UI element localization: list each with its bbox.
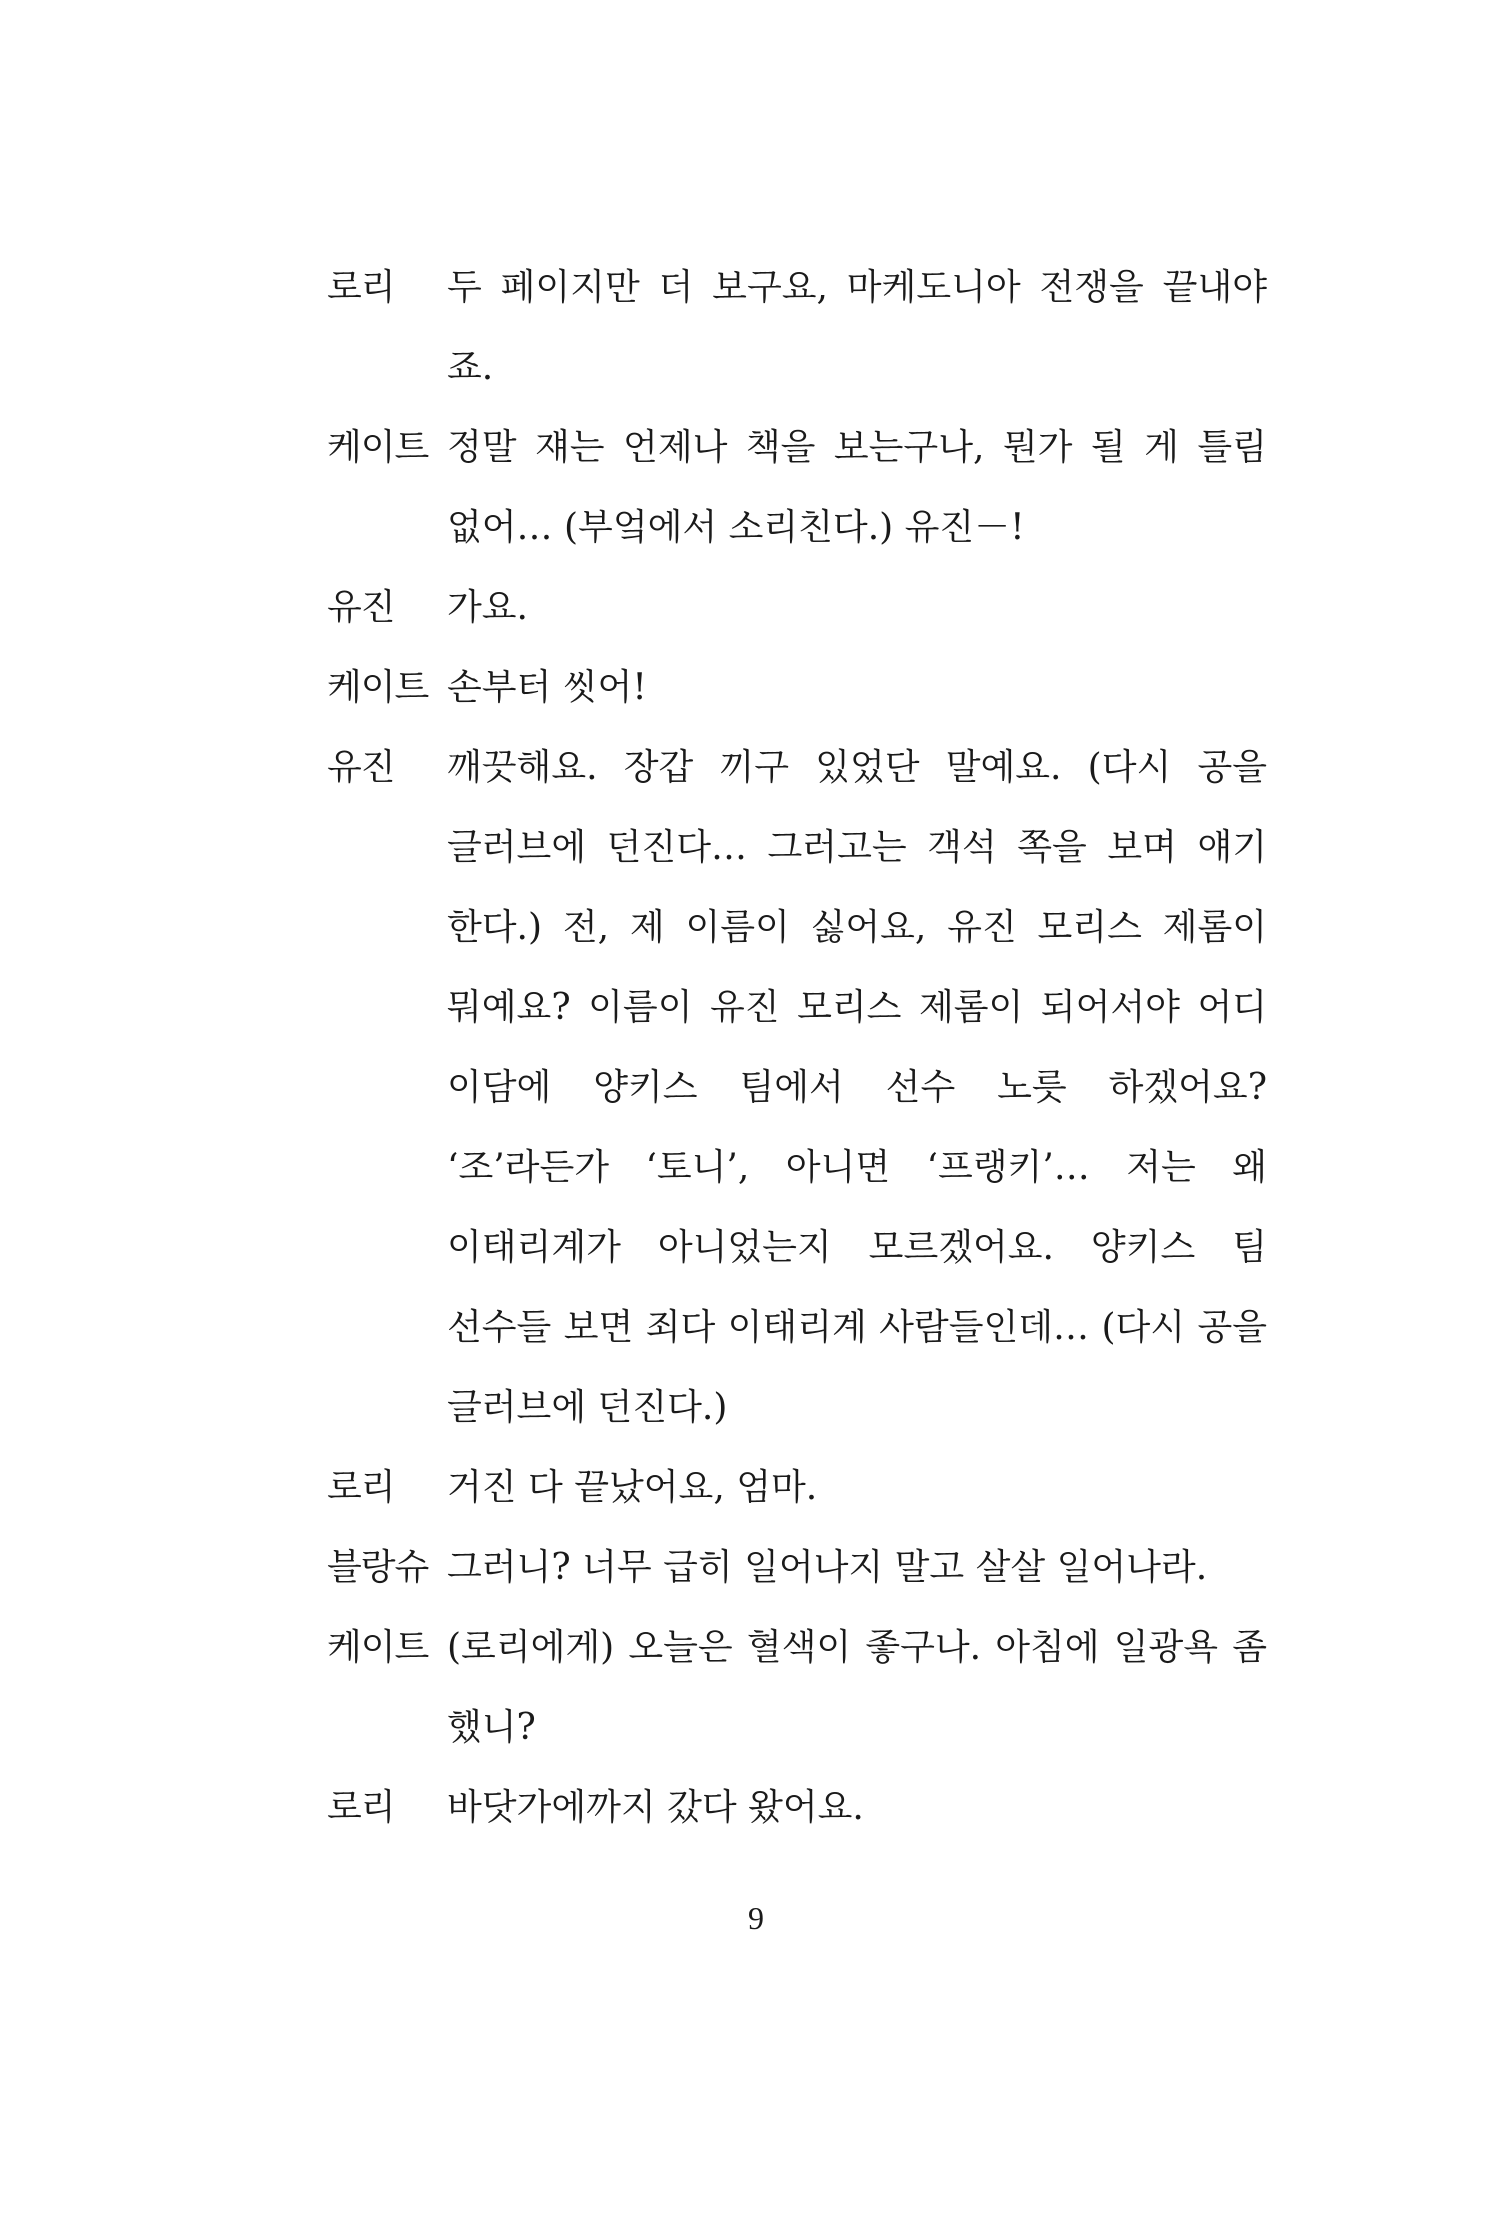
dialogue-line <box>327 248 1267 408</box>
page-number: 9 <box>748 1900 764 1936</box>
speech-text: 바닷가에까지 갔다 왔어요. <box>447 1787 864 1828</box>
speaker-name: 케이트 <box>327 1627 429 1668</box>
speaker-name: 케이트 <box>327 667 429 708</box>
speaker-name: 유진 <box>327 587 395 628</box>
speaker-name: 로리 <box>327 1787 395 1828</box>
dialogue-line <box>327 408 1267 568</box>
speech-text: 깨끗해요. 장갑 끼구 있었단 말예요. (다시 공을 글러브에 던진다… 그러고는 객석 쪽을 보며 얘기 한다.) 전, 제 이름이 싫어요, 유진 모리스 제롬이 뭐예요? 이름이 유진 모리스 제롬이 되어서야 어디 이담에 양키스 팀에서 선수 노릇 하겠어요? ‘조’라든가 ‘토니’, 아니면 ‘프랭키’… 저는 왜 이태리계가 아니었는지 모르겠어요. 양키스 팀 선수들 보면 죄다 이태리계 사람들인데… (다시 공을 글러브에 던진다.) <box>447 747 1267 1428</box>
dialogue-line <box>327 1608 1267 1768</box>
speaker-name: 케이트 <box>327 427 429 468</box>
speech-text: 두 페이지만 더 보구요, 마케도니아 전쟁을 끝내야 죠. <box>447 267 1267 388</box>
speech-text: (로리에게) 오늘은 혈색이 좋구나. 아침에 일광욕 좀 했니? <box>447 1627 1267 1748</box>
speaker-name: 로리 <box>327 267 395 308</box>
speech-text: 손부터 씻어! <box>447 667 647 708</box>
dialogue-line <box>327 1448 1267 1528</box>
dialogue-line <box>327 728 1267 1448</box>
dialogue-line <box>327 1528 1267 1608</box>
speech-text: 정말 쟤는 언제나 책을 보는구나, 뭔가 될 게 틀림 없어… (부엌에서 소리친다.) 유진－! <box>447 427 1267 548</box>
speech-text: 그러니? 너무 급히 일어나지 말고 살살 일어나라. <box>447 1547 1208 1588</box>
dialogue-line <box>327 1768 1267 1848</box>
dialogue-line <box>327 568 1267 648</box>
speaker-name: 로리 <box>327 1467 395 1508</box>
script-dialogue <box>327 248 1267 1848</box>
speaker-name: 블랑슈 <box>327 1547 429 1588</box>
speaker-name: 유진 <box>327 747 395 788</box>
speech-text: 거진 다 끝났어요, 엄마. <box>447 1467 818 1508</box>
speech-text: 가요. <box>447 587 528 628</box>
dialogue-line <box>327 648 1267 728</box>
